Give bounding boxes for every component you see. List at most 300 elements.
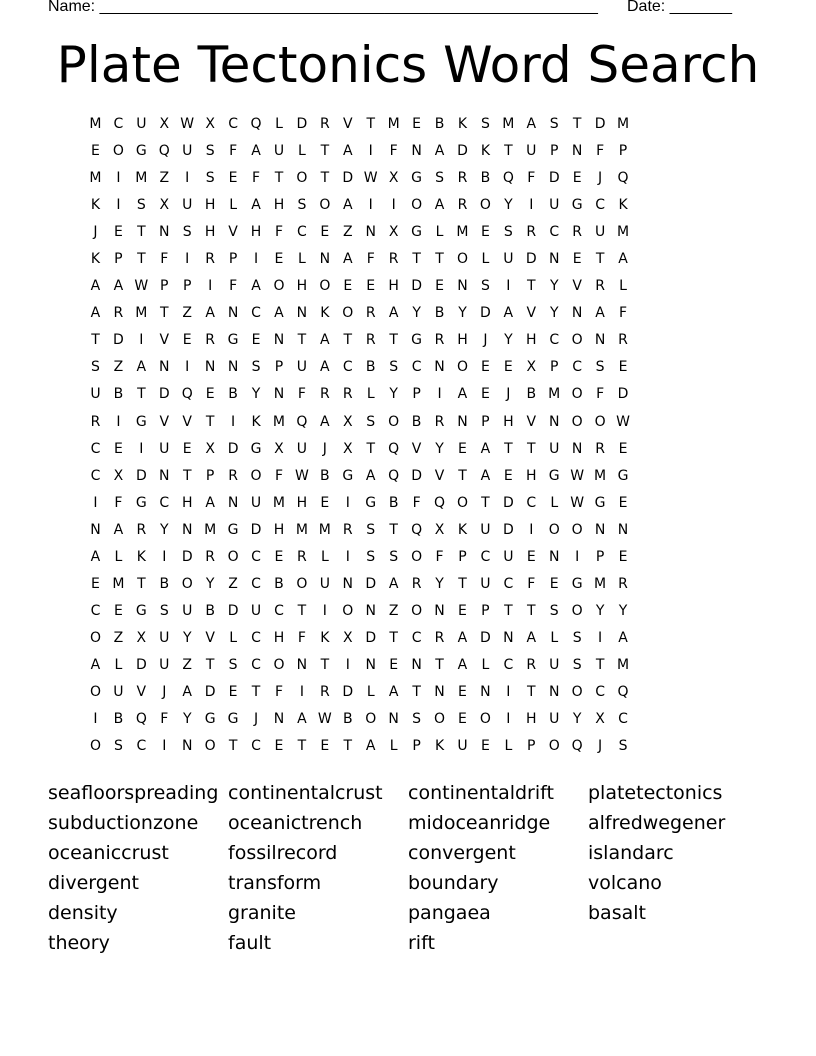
word-list-item: volcano [588, 872, 662, 894]
grid-letter: E [320, 224, 330, 241]
grid-letter: G [594, 494, 606, 511]
grid-letter: C [411, 359, 422, 376]
grid-letter: A [342, 143, 353, 160]
grid-letter: J [506, 386, 511, 403]
grid-letter: E [458, 683, 467, 700]
grid-letter: H [273, 629, 285, 646]
grid-letter: U [273, 143, 285, 160]
grid-letter: B [526, 386, 537, 403]
grid-letter: L [389, 738, 398, 755]
grid-letter: C [90, 440, 101, 457]
grid-letter: S [549, 116, 559, 132]
grid-letter: S [228, 656, 238, 673]
grid-letter: G [135, 602, 147, 619]
grid-letter: E [618, 548, 628, 565]
grid-letter: T [412, 251, 421, 268]
grid-letter: T [595, 251, 605, 268]
grid-letter: I [391, 197, 396, 214]
grid-letter: D [365, 629, 377, 646]
grid-letter: A [251, 143, 261, 160]
grid-letter: O [204, 738, 216, 755]
grid-letter: E [480, 359, 490, 376]
word-list-item: alfredwegener [588, 812, 726, 834]
grid-letter: Y [182, 711, 192, 728]
grid-letter: O [112, 143, 124, 160]
grid-letter: I [437, 386, 442, 403]
grid-letter: N [617, 521, 629, 538]
grid-letter: R [526, 656, 537, 673]
grid-letter: C [228, 116, 238, 132]
grid-letter: V [572, 278, 582, 295]
grid-letter: M [89, 116, 102, 132]
grid-letter: N [296, 305, 308, 322]
grid-letter: Z [113, 629, 124, 646]
grid-letter: N [296, 656, 308, 673]
grid-letter: I [575, 548, 580, 565]
grid-letter: K [434, 738, 445, 755]
grid-letter: T [320, 656, 330, 673]
grid-letter: A [434, 197, 445, 214]
grid-letter: A [90, 305, 101, 322]
grid-letter: T [320, 143, 330, 160]
grid-letter: T [343, 738, 353, 755]
grid-letter: Y [389, 386, 398, 403]
word-list-item: boundary [408, 872, 499, 894]
grid-letter: M [616, 224, 630, 241]
grid-letter: B [159, 575, 170, 592]
grid-letter: T [389, 332, 398, 349]
grid-letter: S [366, 413, 376, 430]
grid-letter: W [294, 467, 309, 484]
grid-letter: A [457, 629, 468, 646]
grid-letter: E [458, 440, 467, 457]
grid-letter: H [273, 521, 285, 538]
grid-letter: N [594, 521, 606, 538]
grid-letter: A [595, 305, 605, 322]
grid-letter: C [297, 224, 307, 241]
grid-letter: O [571, 332, 583, 349]
grid-letter: Z [228, 575, 238, 592]
grid-letter: D [525, 251, 537, 268]
grid-letter: P [160, 278, 169, 295]
grid-letter: J [93, 224, 98, 241]
grid-letter: T [527, 440, 536, 457]
grid-letter: G [135, 494, 147, 511]
grid-letter: I [345, 494, 350, 511]
grid-letter: S [572, 629, 582, 646]
grid-letter: Q [388, 467, 400, 484]
grid-letter: I [299, 683, 304, 700]
grid-letter: A [388, 575, 399, 592]
grid-letter: N [227, 494, 239, 511]
grid-row [84, 300, 635, 327]
grid-letter: D [365, 575, 377, 592]
grid-letter: S [412, 711, 422, 728]
grid-letter: U [90, 386, 101, 403]
page-title: Plate Tectonics Word Search [56, 36, 760, 94]
grid-letter: R [595, 440, 605, 457]
grid-letter: U [250, 602, 262, 619]
grid-letter: T [343, 332, 353, 349]
grid-letter: F [114, 494, 123, 511]
grid-letter: D [342, 683, 354, 700]
word-list-item: continentalcrust [228, 782, 383, 804]
grid-letter: B [434, 305, 445, 322]
grid-letter: P [481, 602, 490, 619]
grid-letter: R [411, 575, 422, 592]
grid-letter: C [136, 738, 147, 755]
grid-letter: J [162, 683, 167, 700]
grid-letter: E [113, 602, 123, 619]
grid-letter: F [297, 386, 306, 403]
grid-letter: B [342, 711, 353, 728]
grid-letter: R [342, 521, 353, 538]
grid-letter: T [297, 602, 307, 619]
grid-letter: I [185, 359, 190, 376]
grid-letter: E [618, 494, 628, 511]
grid-row [84, 165, 635, 192]
grid-letter: A [457, 386, 468, 403]
grid-letter: Q [434, 494, 446, 511]
grid-letter: X [159, 197, 170, 214]
grid-letter: A [457, 656, 468, 673]
grid-letter: B [388, 494, 399, 511]
grid-letter: S [251, 359, 261, 376]
grid-letter: W [317, 711, 332, 728]
grid-letter: E [274, 738, 284, 755]
grid-letter: F [435, 548, 444, 565]
grid-letter: P [412, 738, 421, 755]
grid-letter: N [594, 332, 606, 349]
grid-letter: A [136, 359, 147, 376]
grid-letter: R [434, 413, 445, 430]
grid-letter: O [456, 494, 468, 511]
grid-letter: O [181, 575, 193, 592]
grid-letter: S [389, 548, 399, 565]
grid-letter: M [272, 413, 286, 430]
grid-letter: G [227, 332, 239, 349]
grid-letter: O [89, 738, 101, 755]
grid-letter: T [251, 683, 261, 700]
grid-letter: A [480, 440, 491, 457]
grid-letter: Z [113, 359, 124, 376]
grid-letter: F [160, 251, 169, 268]
grid-letter: D [480, 629, 491, 646]
grid-letter: C [549, 332, 560, 349]
grid-letter: S [595, 359, 605, 376]
grid-letter: E [205, 386, 215, 403]
grid-letter: O [571, 602, 583, 619]
grid-letter: O [456, 359, 468, 376]
grid-letter: E [366, 278, 376, 295]
grid-letter: H [526, 332, 537, 349]
grid-letter: U [136, 116, 147, 132]
grid-letter: O [479, 197, 491, 214]
grid-letter: Y [182, 629, 192, 646]
grid-letter: L [114, 656, 123, 673]
word-list-item: pangaea [408, 902, 491, 924]
grid-letter: S [182, 224, 192, 241]
grid-letter: A [205, 305, 215, 322]
grid-letter: P [182, 278, 192, 295]
grid-letter: T [137, 575, 146, 592]
grid-letter: B [365, 359, 376, 376]
word-list-item: basalt [588, 902, 646, 924]
grid-letter: N [181, 738, 193, 755]
grid-letter: E [113, 440, 123, 457]
grid-letter: F [412, 494, 421, 511]
grid-letter: P [549, 143, 559, 160]
grid-letter: O [365, 711, 377, 728]
grid-letter: E [412, 116, 422, 132]
grid-letter: U [182, 197, 193, 214]
grid-letter: N [159, 467, 170, 484]
grid-letter: L [298, 143, 306, 160]
grid-letter: C [526, 494, 537, 511]
grid-letter: Z [342, 224, 353, 241]
grid-letter: E [549, 575, 559, 592]
grid-letter: D [158, 386, 170, 403]
grid-letter: N [571, 440, 583, 457]
grid-letter: D [457, 143, 468, 160]
grid-letter: O [594, 413, 606, 430]
grid-letter: W [134, 278, 149, 295]
grid-letter: T [205, 656, 215, 673]
grid-letter: Y [435, 575, 444, 592]
grid-row [84, 490, 635, 517]
grid-letter: A [251, 197, 261, 214]
grid-letter: P [228, 251, 238, 268]
word-list-item: midoceanridge [408, 812, 551, 834]
grid-letter: E [182, 332, 192, 349]
grid-letter: I [322, 602, 327, 619]
grid-row [84, 111, 635, 138]
grid-letter: T [297, 738, 307, 755]
grid-letter: C [251, 629, 261, 646]
grid-letter: E [228, 683, 238, 700]
grid-letter: O [411, 602, 423, 619]
grid-letter: L [550, 629, 559, 646]
grid-letter: D [594, 116, 606, 132]
grid-letter: O [571, 413, 583, 430]
grid-letter: U [480, 575, 491, 592]
grid-letter: O [296, 575, 308, 592]
word-list-item: fossilrecord [228, 842, 338, 864]
grid-letter: N [457, 413, 468, 430]
grid-letter: T [458, 575, 467, 592]
grid-letter: N [181, 521, 193, 538]
grid-letter: K [251, 413, 261, 430]
grid-letter: O [342, 602, 354, 619]
grid-letter: Y [618, 602, 628, 619]
grid-letter: L [114, 548, 123, 565]
word-list-item: subductionzone [48, 812, 199, 834]
grid-letter: S [389, 359, 399, 376]
grid-letter: Z [159, 170, 170, 187]
grid-letter: Y [412, 305, 421, 322]
grid-letter: Z [182, 305, 193, 322]
grid-letter: S [113, 738, 123, 755]
grid-letter: N [365, 656, 376, 673]
grid-letter: N [548, 683, 560, 700]
grid-letter: O [342, 305, 354, 322]
grid-letter: X [136, 629, 147, 646]
grid-letter: N [503, 629, 514, 646]
grid-letter: I [185, 170, 190, 187]
grid-letter: A [526, 116, 537, 132]
grid-letter: C [572, 359, 583, 376]
grid-letter: W [570, 494, 585, 511]
grid-letter: B [434, 116, 445, 132]
grid-letter: H [250, 224, 262, 241]
grid-letter: O [296, 170, 308, 187]
grid-letter: G [250, 440, 262, 457]
grid-letter: N [273, 711, 285, 728]
grid-letter: R [297, 548, 307, 565]
grid-letter: E [572, 170, 582, 187]
grid-letter: P [412, 386, 421, 403]
grid-letter: A [90, 656, 101, 673]
grid-letter: C [549, 224, 560, 241]
grid-letter: A [251, 278, 261, 295]
grid-letter: T [182, 467, 192, 484]
grid-letter: U [594, 224, 606, 241]
grid-letter: Q [181, 386, 193, 403]
grid-letter: U [182, 143, 193, 160]
grid-letter: Q [617, 683, 629, 700]
grid-letter: G [135, 143, 147, 160]
grid-letter: Q [571, 738, 583, 755]
grid-letter: T [572, 116, 582, 132]
grid-letter: K [457, 116, 468, 132]
grid-letter: C [595, 197, 605, 214]
grid-letter: L [435, 224, 444, 241]
grid-letter: T [595, 656, 605, 673]
grid-letter: K [457, 521, 468, 538]
grid-letter: B [320, 467, 330, 484]
grid-letter: A [274, 305, 284, 322]
grid-letter: S [480, 116, 490, 132]
grid-letter: K [90, 197, 101, 214]
grid-letter: O [388, 413, 400, 430]
grid-letter: E [274, 548, 284, 565]
grid-letter: S [136, 197, 146, 214]
grid-row [84, 598, 635, 625]
grid-letter: V [159, 413, 170, 430]
grid-letter: R [434, 629, 445, 646]
grid-letter: X [595, 711, 605, 728]
grid-letter: K [136, 548, 146, 565]
grid-letter: I [368, 197, 373, 214]
grid-letter: R [319, 386, 330, 403]
grid-letter: R [228, 467, 238, 484]
grid-letter: U [549, 440, 560, 457]
grid-letter: E [343, 278, 353, 295]
grid-letter: I [506, 711, 511, 728]
grid-letter: S [91, 359, 100, 376]
grid-letter: P [618, 143, 628, 160]
grid-letter: A [113, 521, 124, 538]
grid-letter: P [274, 359, 284, 376]
grid-letter: H [457, 332, 468, 349]
grid-letter: F [229, 143, 238, 160]
grid-letter: F [596, 386, 605, 403]
grid-letter: E [251, 332, 261, 349]
grid-letter: C [251, 656, 261, 673]
grid-letter: A [342, 251, 353, 268]
grid-row [84, 652, 635, 679]
grid-letter: X [274, 440, 284, 457]
grid-letter: N [159, 359, 170, 376]
grid-row [84, 246, 635, 273]
grid-letter: U [549, 656, 560, 673]
grid-letter: L [366, 683, 375, 700]
grid-letter: V [136, 683, 147, 700]
grid-letter: L [298, 251, 306, 268]
grid-letter: I [116, 170, 121, 187]
word-list-item: convergent [408, 842, 516, 864]
grid-letter: L [275, 116, 283, 132]
grid-letter: S [297, 197, 307, 214]
grid-row [84, 706, 635, 733]
grid-letter: Y [549, 278, 559, 295]
grid-letter: G [365, 494, 377, 511]
grid-letter: E [503, 359, 513, 376]
grid-letter: T [137, 386, 146, 403]
grid-letter: C [411, 629, 422, 646]
grid-letter: Q [411, 521, 423, 538]
grid-letter: T [91, 332, 100, 349]
grid-letter: I [185, 251, 190, 268]
grid-row [84, 436, 635, 463]
grid-letter: C [480, 548, 491, 565]
grid-letter: J [253, 711, 259, 728]
grid-letter: V [159, 332, 170, 349]
word-list-item: theory [48, 932, 110, 954]
grid-letter: N [365, 602, 376, 619]
grid-letter: N [571, 305, 583, 322]
grid-letter: A [90, 278, 101, 295]
grid-letter: X [388, 170, 399, 187]
grid-letter: C [595, 683, 605, 700]
grid-letter: G [571, 575, 583, 592]
grid-letter: F [160, 711, 169, 728]
grid-letter: T [320, 170, 330, 187]
grid-row [84, 354, 635, 381]
grid-letter: B [113, 711, 124, 728]
grid-row [84, 625, 635, 652]
grid-letter: U [549, 711, 560, 728]
grid-letter: D [296, 116, 308, 132]
grid-letter: D [548, 170, 560, 187]
grid-letter: T [435, 251, 444, 268]
grid-letter: D [502, 494, 514, 511]
grid-letter: S [205, 143, 215, 160]
name-field-label: Name: ________________________________________________________ [48, 0, 598, 15]
grid-letter: O [89, 629, 101, 646]
grid-letter: U [159, 656, 170, 673]
grid-letter: V [342, 116, 353, 132]
grid-letter: N [204, 359, 216, 376]
grid-letter: Y [549, 305, 559, 322]
grid-letter: M [135, 305, 148, 322]
grid-letter: B [480, 170, 491, 187]
grid-letter: U [113, 683, 124, 700]
grid-letter: S [435, 170, 444, 187]
grid-letter: B [228, 386, 238, 403]
grid-letter: D [617, 386, 629, 403]
grid-letter: R [136, 521, 147, 538]
